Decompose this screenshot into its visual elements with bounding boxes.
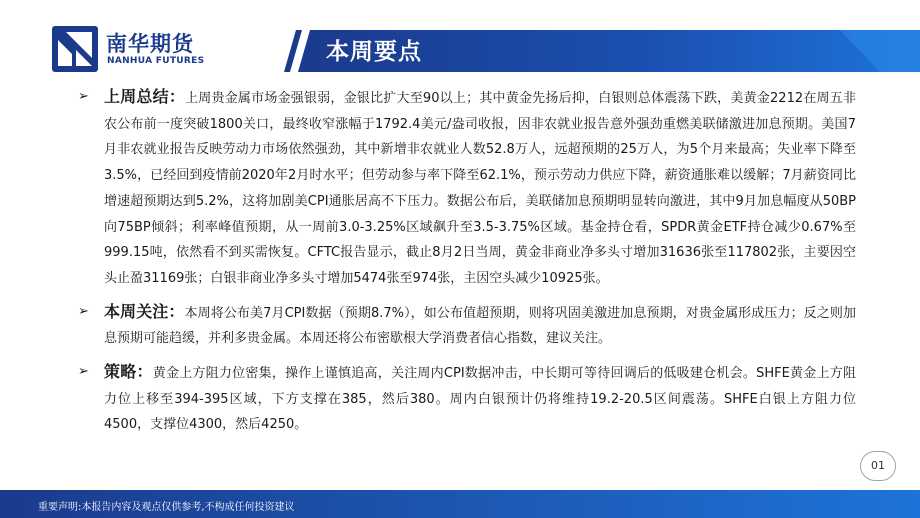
bullet-focus: [76, 299, 856, 352]
bullet-text: 上周贵金属市场金强银弱，金银比扩大至90以上；其中黄金先扬后抑，白银则总体震荡下跌，美黄金2212在周五非农公布前一度突破1800关口，最终收窄涨幅于1792.4美元/盎司收报，因非农就业报告意外强劲重燃美联储激进加息预期。美国7月非农就业报告反映劳动力市场依然强劲，其中新增非农就业人数52.8万人，远超预期的25万人，为5个月来最高；失业率下降至3.5%，已经回到疫情前2020年2月时水平；但劳动参与率下降至62.1%，预示劳动力供应下降，薪资通胀难以缓解；7月薪资同比增速超预期达到5.2%，这将加剧美CPI通胀居高不下压力。数据公布后，美联储加息预期明显转向激进，其中9月加息幅度从50BP向75BP倾斜；利率峰值预期，从一周前3.0-3.25%区域飙升至3.5-3.75%区域。基金持仓看，SPDR黄金ETF持仓减少0.67%至999.15吨，依然看不到买需恢复。CFTC报告显示，截止8月2日当周，黄金非商业净多头寸增加31636张至117802张，主要因空头止盈31169张；白银非商业净多头寸增加5474张至974张，主因空头减少10925张。: [104, 91, 856, 286]
bullet-label: 上周总结：: [104, 87, 186, 106]
company-logo: [52, 26, 212, 74]
slide-title: 本周要点: [326, 39, 422, 65]
bullet-summary: [76, 84, 856, 292]
arrow-bullet-icon: ➢: [78, 89, 89, 104]
bullet-text: 本周将公布美7月CPI数据（预期8.7%），如公布值超预期，则将巩固美激进加息预期，对贵金属形成压力；反之则加息预期可能趋缓，并利多贵金属。本周还将公布密歇根大学消费者信心指数，建议关注。: [104, 305, 856, 347]
arrow-bullet-icon: ➢: [78, 364, 89, 380]
footer: [0, 490, 920, 518]
bullet-label: 策略：: [104, 362, 153, 382]
content-body: [76, 84, 856, 438]
slide-header: [0, 0, 920, 80]
nanhua-logo-icon: [52, 26, 98, 72]
footer-disclaimer: 重要声明:本报告内容及观点仅供参考,不构成任何投资建议: [38, 502, 295, 513]
bullet-strategy: [76, 359, 856, 438]
bullet-label: 本周关注：: [104, 301, 185, 321]
page-number: 01: [860, 451, 896, 481]
logo-name-en: NANHUA FUTURES: [107, 56, 205, 66]
logo-name-cn: 南华期货: [106, 32, 194, 56]
bullet-text: 黄金上方阻力位密集，操作上谨慎追高，关注周内CPI数据冲击，中长期可等待回调后的低吸建仓机会。SHFE黄金上方阻力位上移至394-395区域，下方支撑在385，然后380。周内白银预计仍将维持19.2-20.5区间震荡。SHFE白银上方阻力位4500，支撑位4300，然后4250。: [104, 366, 856, 433]
arrow-bullet-icon: ➢: [78, 303, 89, 319]
